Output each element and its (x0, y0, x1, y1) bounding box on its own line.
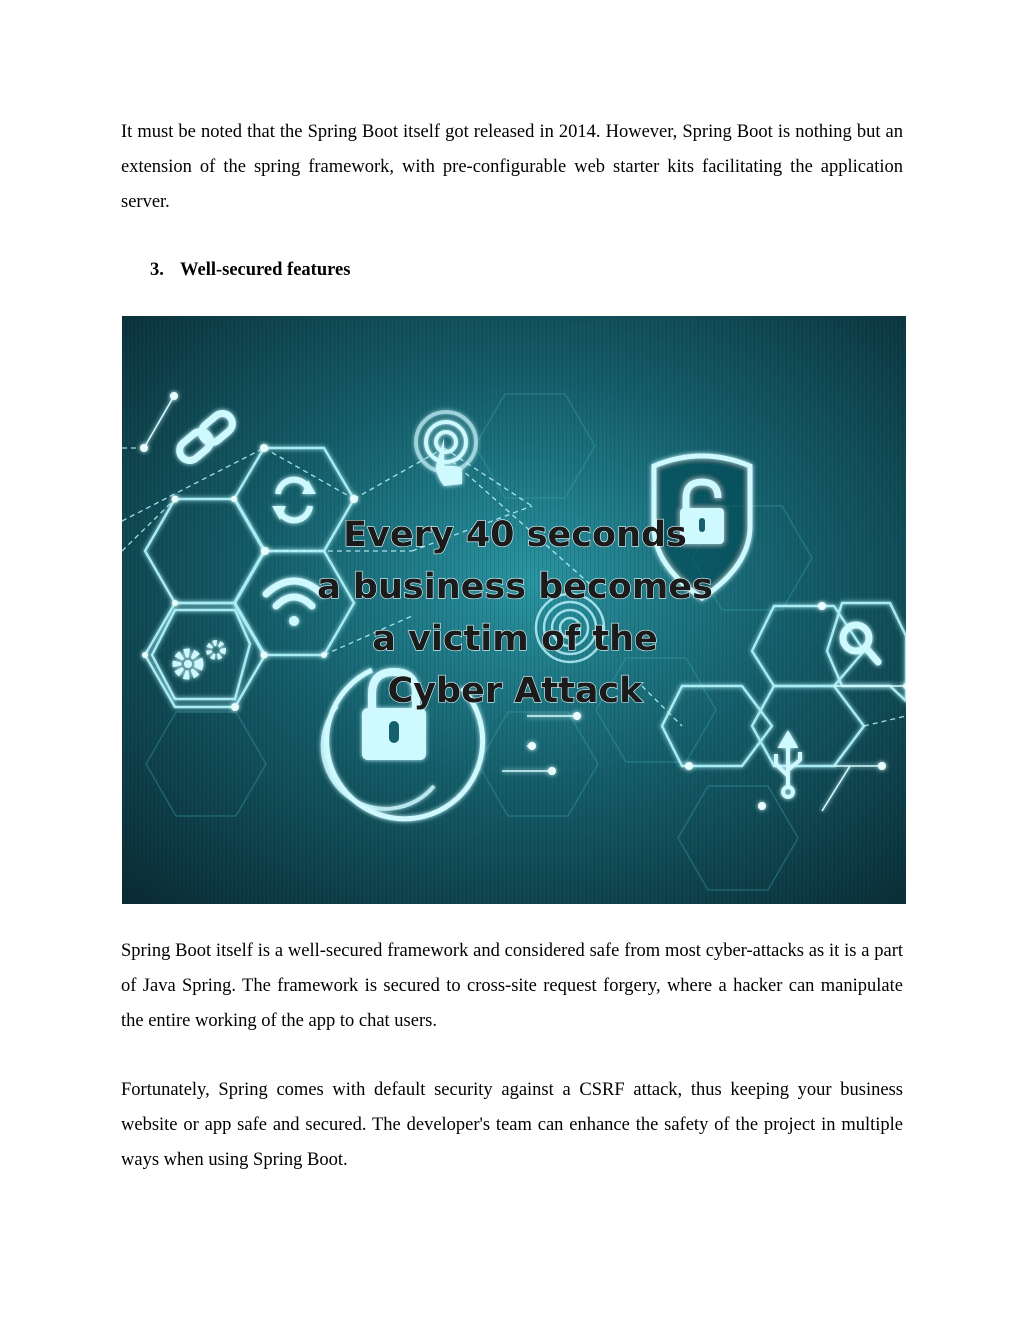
section-heading (150, 253, 350, 288)
headline-line-1: Every 40 seconds (343, 515, 687, 555)
paragraph-security: Spring Boot itself is a well-secured framework and considered safe from most cyber-attacks as it is a part of Java Spring. The framework is secured to cross-site request forgery, where a hacker can manipulate the entire working of the app to chat users. (121, 941, 903, 1031)
paragraph-intro: It must be noted that the Spring Boot itself got released in 2014. However, Spring Boot is nothing but an extension of the spring framework, with pre-configurable web starter kits facilitating the application server. (121, 122, 903, 212)
paragraph-csrf: Fortunately, Spring comes with default security against a CSRF attack, thus keeping your business website or app safe and secured. The developer's team can enhance the safety of the project in multiple ways when using Spring Boot. (121, 1080, 903, 1170)
section-number: 3. (150, 260, 164, 280)
section-title: Well-secured features (180, 260, 351, 280)
cyber-attack-illustration (122, 316, 906, 904)
headline-line-2: a business becomes (317, 567, 713, 607)
headline-line-3: a victim of the (372, 619, 658, 659)
headline-line-4: Cyber Attack (387, 671, 643, 711)
